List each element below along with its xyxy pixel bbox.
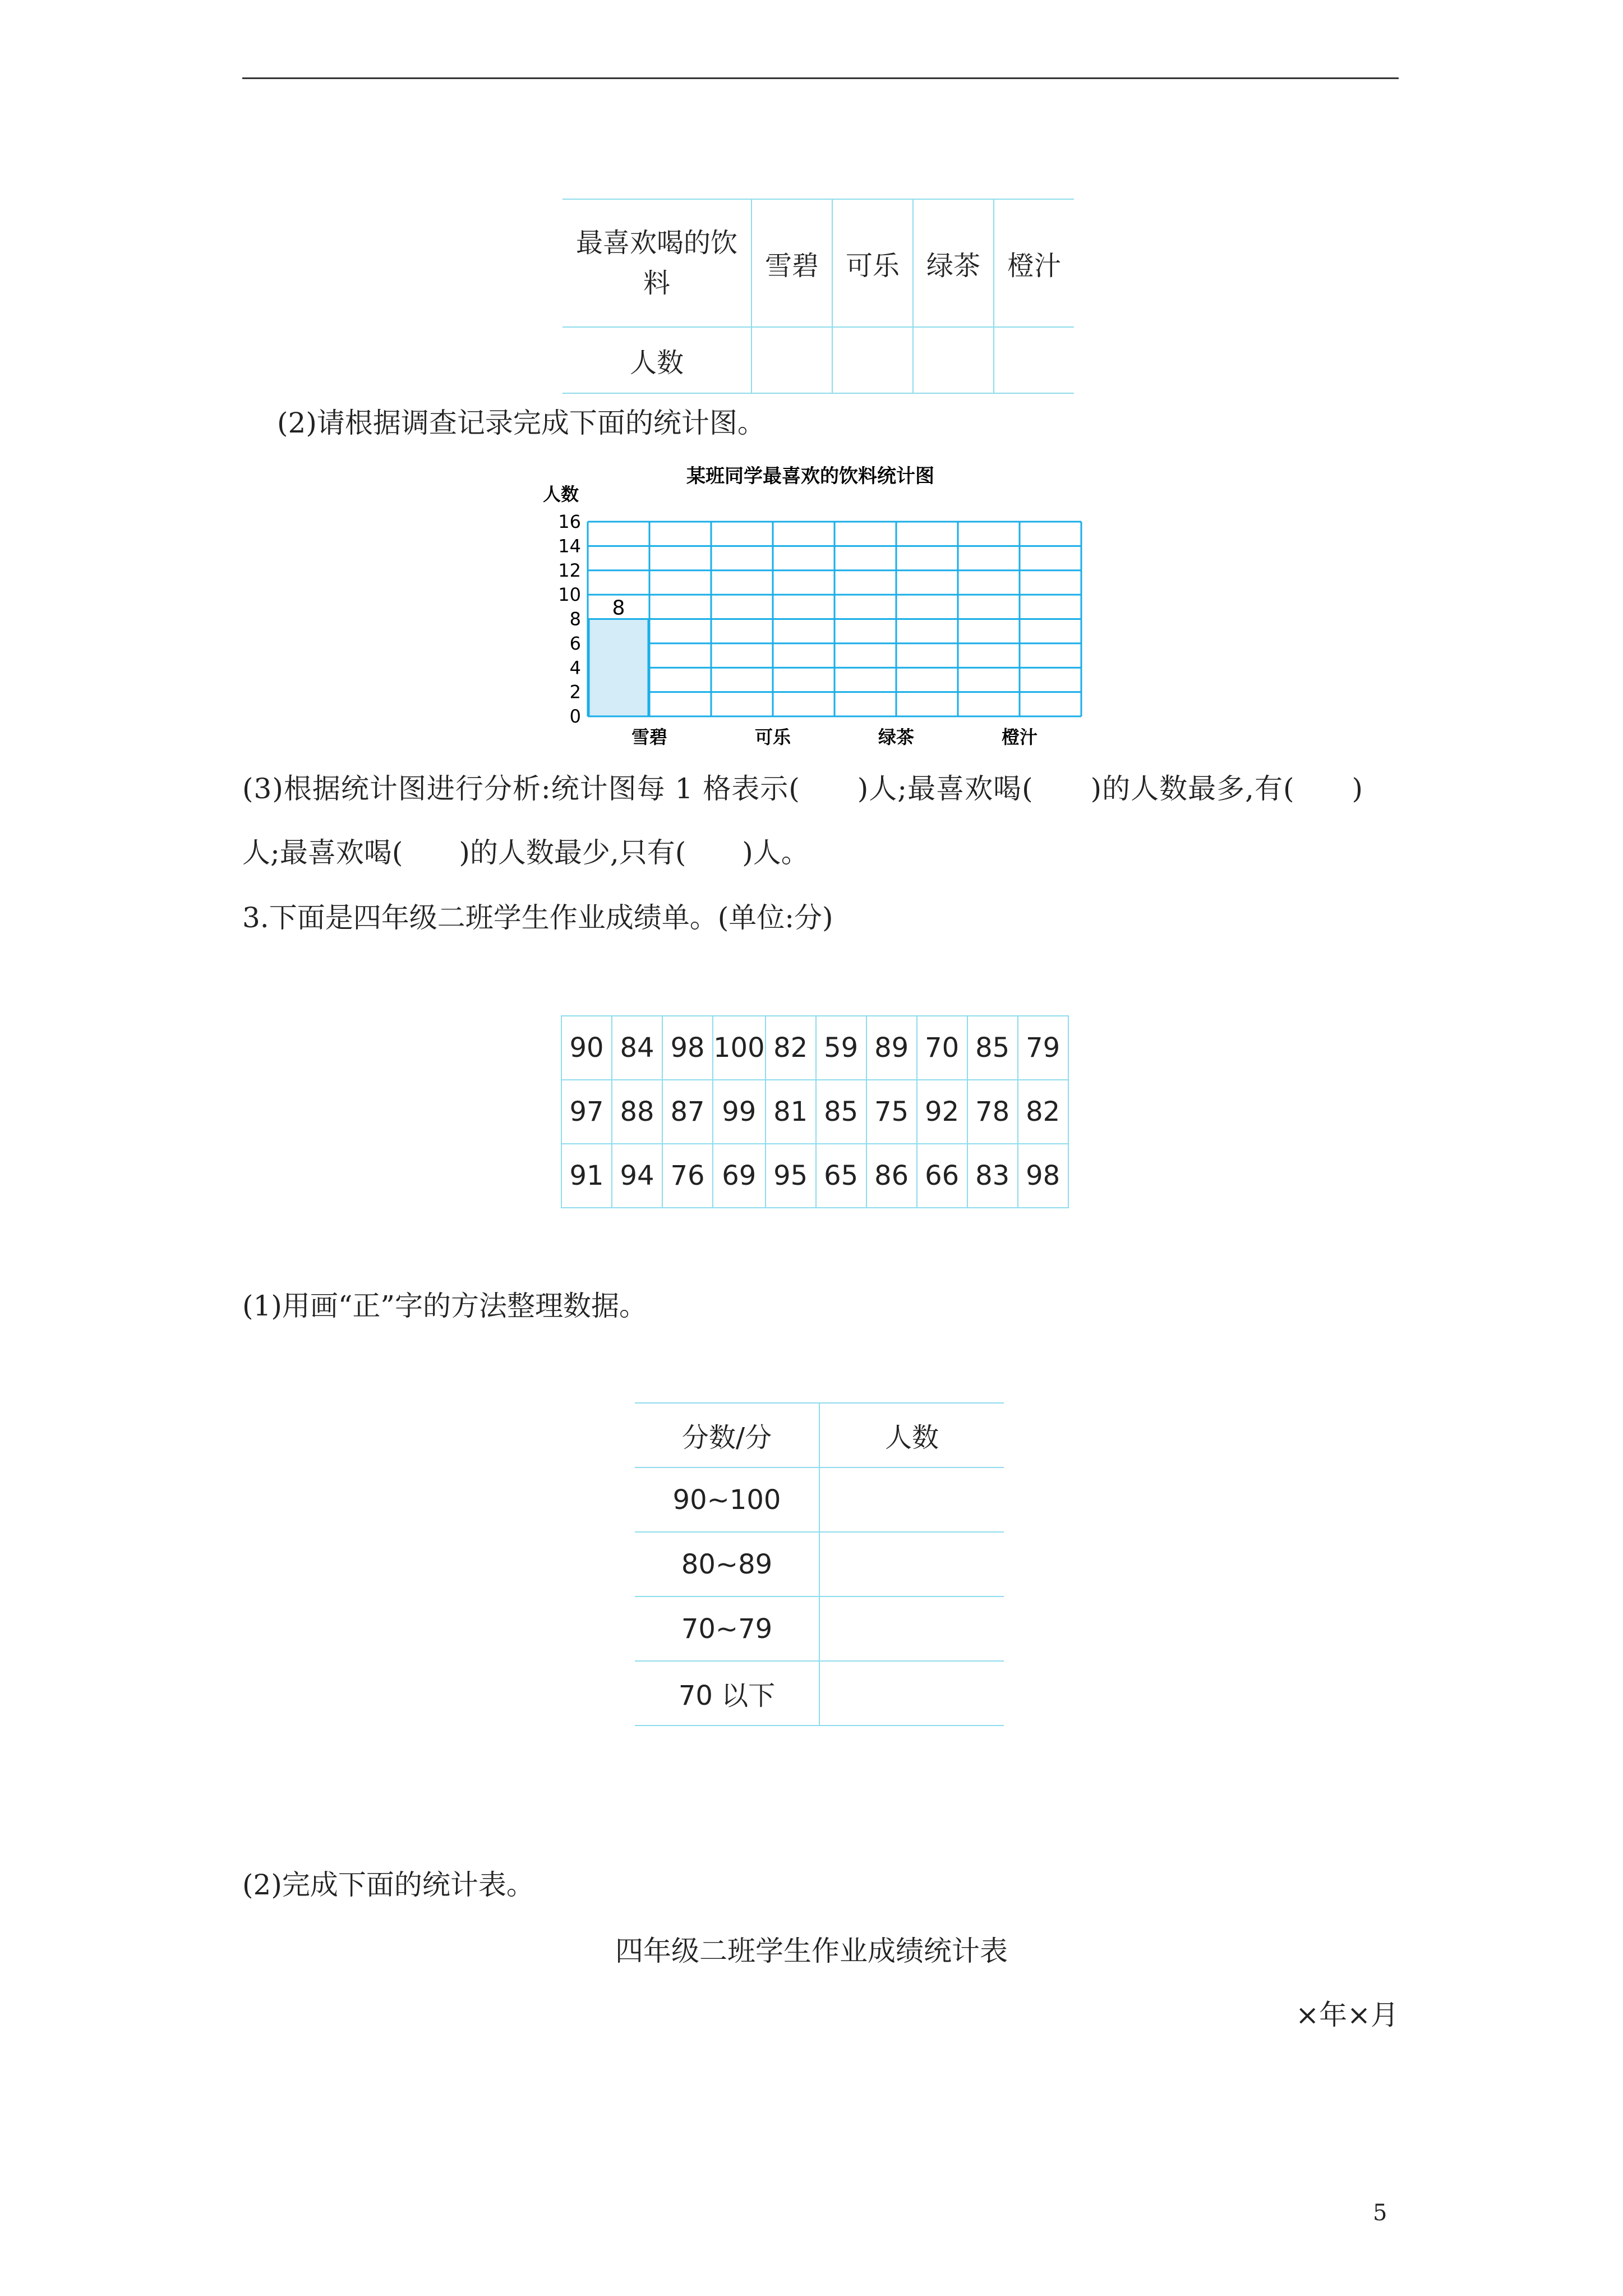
score-cell: 87 — [662, 1080, 713, 1144]
score-cell: 91 — [561, 1144, 612, 1208]
y-tick-label: 2 — [569, 681, 581, 703]
drink-table-header-row — [562, 199, 1074, 327]
question-2-text: (2)请根据调查记录完成下面的统计图。 — [277, 407, 766, 439]
range-label: 70~79 — [635, 1596, 819, 1661]
page-number: 5 — [1373, 2200, 1387, 2226]
count-cell[interactable] — [751, 327, 832, 393]
score-cell: 81 — [766, 1080, 816, 1144]
count-label: 人数 — [562, 327, 751, 393]
tally-cell[interactable] — [819, 1661, 1004, 1726]
drink-table — [562, 199, 1074, 394]
score-cell: 98 — [662, 1016, 713, 1080]
x-tick-label: 绿茶 — [878, 726, 915, 748]
stats-table-title: 四年级二班学生作业成绩统计表 — [615, 1935, 1008, 1967]
score-cell: 79 — [1018, 1016, 1068, 1080]
range-header-row — [635, 1403, 1004, 1467]
range-header-score: 分数/分 — [635, 1403, 819, 1467]
y-tick-label: 8 — [569, 608, 581, 630]
score-table — [561, 1015, 1069, 1208]
range-label: 70 以下 — [635, 1661, 819, 1726]
drink-name-cell: 绿茶 — [913, 199, 994, 327]
count-cell[interactable] — [994, 327, 1074, 393]
y-tick-label: 14 — [558, 535, 581, 557]
question-3-line-1: (3)根据统计图进行分析:统计图每 1 格表示( )人;最喜欢喝( )的人数最多,有( ) — [242, 772, 1364, 805]
score-cell: 59 — [816, 1016, 866, 1080]
score-cell: 86 — [866, 1144, 917, 1208]
bar-data-label: 8 — [612, 596, 625, 620]
chart-y-ticks — [558, 511, 581, 727]
range-label: 80~89 — [635, 1532, 819, 1596]
score-cell: 89 — [866, 1016, 917, 1080]
chart-x-ticks — [631, 726, 1038, 748]
score-cell: 92 — [917, 1080, 967, 1144]
score-cell: 75 — [866, 1080, 917, 1144]
score-cell: 94 — [612, 1144, 662, 1208]
score-row — [561, 1080, 1068, 1144]
score-cell: 99 — [713, 1080, 766, 1144]
tally-cell[interactable] — [819, 1596, 1004, 1661]
drink-name-cell: 橙汁 — [994, 199, 1074, 327]
score-cell: 69 — [713, 1144, 766, 1208]
score-cell: 83 — [967, 1144, 1018, 1208]
bar — [589, 619, 648, 717]
count-cell[interactable] — [913, 327, 994, 393]
chart-bars — [589, 597, 648, 717]
x-tick-label: 橙汁 — [1001, 726, 1038, 748]
range-row — [635, 1532, 1004, 1596]
range-label: 90~100 — [635, 1467, 819, 1532]
chart-title: 某班同学最喜欢的饮料统计图 — [686, 465, 934, 487]
tally-cell[interactable] — [819, 1467, 1004, 1532]
tally-cell[interactable] — [819, 1532, 1004, 1596]
x-tick-label: 可乐 — [754, 726, 791, 748]
header-rule — [242, 77, 1399, 79]
y-tick-label: 6 — [569, 632, 581, 654]
score-cell: 97 — [561, 1080, 612, 1144]
drink-header-label — [562, 199, 751, 327]
score-row — [561, 1016, 1068, 1080]
y-tick-label: 12 — [558, 559, 581, 581]
question-3-2-text: (2)完成下面的统计表。 — [242, 1869, 534, 1901]
y-tick-label: 10 — [558, 584, 581, 606]
score-cell: 82 — [1018, 1080, 1068, 1144]
score-range-table — [635, 1402, 1004, 1726]
score-row — [561, 1144, 1068, 1208]
problem-3-intro: 3.下面是四年级二班学生作业成绩单。(单位:分) — [242, 901, 833, 934]
date-label: ×年×月 — [1295, 1999, 1399, 2031]
score-cell: 78 — [967, 1080, 1018, 1144]
x-tick-label: 雪碧 — [631, 726, 668, 748]
range-row — [635, 1467, 1004, 1532]
score-cell: 84 — [612, 1016, 662, 1080]
score-cell: 85 — [967, 1016, 1018, 1080]
y-tick-label: 0 — [569, 706, 581, 727]
drink-name-cell: 雪碧 — [751, 199, 832, 327]
y-tick-label: 16 — [558, 511, 581, 532]
score-cell: 90 — [561, 1016, 612, 1080]
drink-bar-chart — [538, 460, 1088, 752]
y-axis-label: 人数 — [542, 484, 579, 505]
range-row — [635, 1596, 1004, 1661]
score-cell: 98 — [1018, 1144, 1068, 1208]
score-cell: 70 — [917, 1016, 967, 1080]
drink-header-label-text: 最喜欢喝的饮料 — [575, 227, 737, 299]
y-tick-label: 4 — [569, 657, 581, 679]
score-cell: 95 — [766, 1144, 816, 1208]
chart-grid — [588, 522, 1081, 716]
score-cell: 100 — [713, 1016, 766, 1080]
question-3-1-text: (1)用画“正”字的方法整理数据。 — [242, 1290, 647, 1322]
score-cell: 82 — [766, 1016, 816, 1080]
drink-count-row — [562, 327, 1074, 393]
score-cell: 66 — [917, 1144, 967, 1208]
score-cell: 76 — [662, 1144, 713, 1208]
question-3-line-2: 人;最喜欢喝( )的人数最少,只有( )人。 — [242, 836, 809, 869]
score-cell: 65 — [816, 1144, 866, 1208]
score-cell: 85 — [816, 1080, 866, 1144]
score-cell: 88 — [612, 1080, 662, 1144]
count-cell[interactable] — [832, 327, 913, 393]
range-header-count: 人数 — [819, 1403, 1004, 1467]
range-row — [635, 1661, 1004, 1726]
drink-name-cell: 可乐 — [832, 199, 913, 327]
